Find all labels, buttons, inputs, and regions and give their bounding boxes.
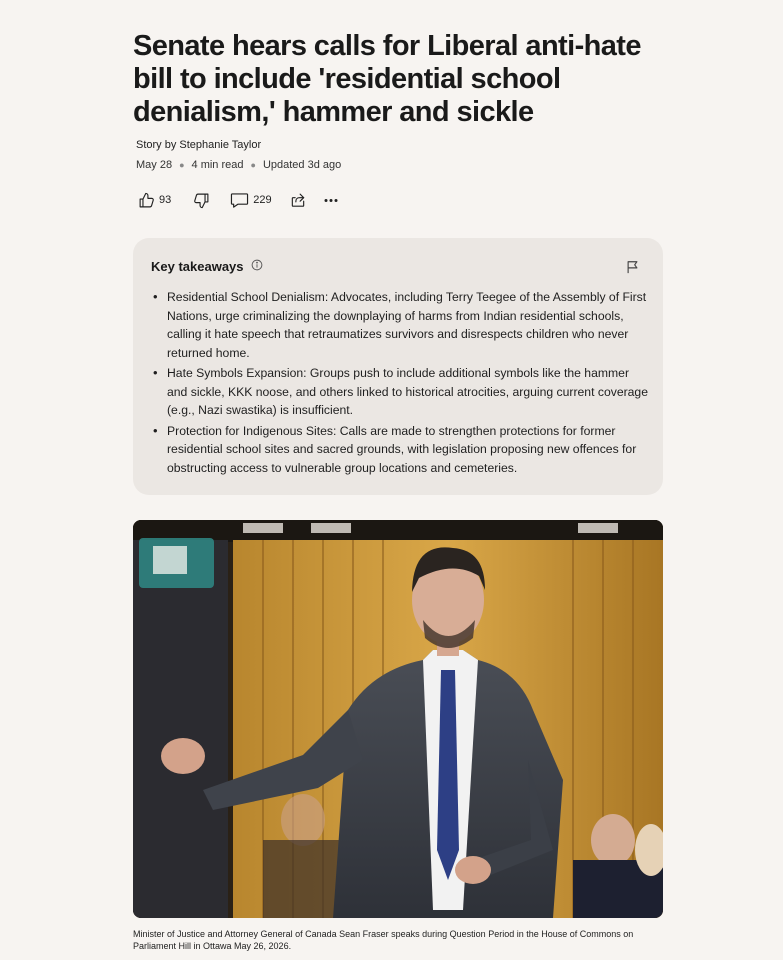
separator-dot: ● (250, 160, 256, 170)
separator-dot: ● (179, 160, 185, 170)
comments-button[interactable] (230, 192, 271, 209)
list-item: • Residential School Denialism: Advocates, including Terry Teegee of the Assembly of First Nations, urge criminalizing the downplaying of harms from Indian residential schools, calling it hate speech that retraumatizes survivors and disrespects children who never returned home. (151, 288, 649, 362)
article-meta (136, 159, 341, 171)
read-time: 4 min read (191, 159, 244, 171)
comment-count: 229 (253, 194, 272, 206)
like-button[interactable] (138, 192, 171, 209)
share-button[interactable] (289, 192, 307, 209)
comment-icon (230, 192, 249, 209)
more-options-button[interactable] (323, 192, 339, 209)
key-takeaways-heading: Key takeaways (151, 259, 244, 274)
info-icon[interactable] (251, 259, 263, 274)
publish-date: May 28 (136, 159, 173, 171)
key-takeaways-card (133, 238, 663, 495)
like-count: 93 (159, 194, 172, 206)
thumbs-up-icon (138, 192, 155, 209)
photo-caption: Minister of Justice and Attorney General of Canada Sean Fraser speaks during Question Period in the House of Commons on Parliament Hill in Ottawa May 26, 2026. (133, 929, 634, 951)
takeaways-list (151, 288, 649, 479)
share-icon (289, 192, 307, 209)
dislike-button[interactable] (193, 192, 210, 209)
key-takeaways-header (151, 259, 263, 274)
thumbs-down-icon (193, 192, 210, 209)
action-bar (138, 189, 339, 211)
more-horizontal-icon (323, 192, 339, 209)
article-title: Senate hears calls for Liberal anti-hate bill to include 'residential school denialism,' hammer and sickle (133, 30, 641, 128)
updated-time: Updated 3d ago (262, 159, 342, 171)
list-item: • Hate Symbols Expansion: Groups push to include additional symbols like the hammer and sickle, KKK noose, and others linked to historical atrocities, arguing current coverage (e.g., Nazi swastika) is insufficient. (151, 364, 649, 420)
photo-illustration (133, 520, 663, 918)
list-item: • Protection for Indigenous Sites: Calls are made to strengthen protections for former residential school sites and sacred grounds, with legislation proposing new offences for obstructing access to vulnerable group locations and cemeteries. (151, 422, 649, 478)
byline[interactable]: Story by Stephanie Taylor (136, 139, 262, 151)
article-photo[interactable] (133, 520, 663, 918)
flag-icon[interactable] (626, 260, 639, 279)
